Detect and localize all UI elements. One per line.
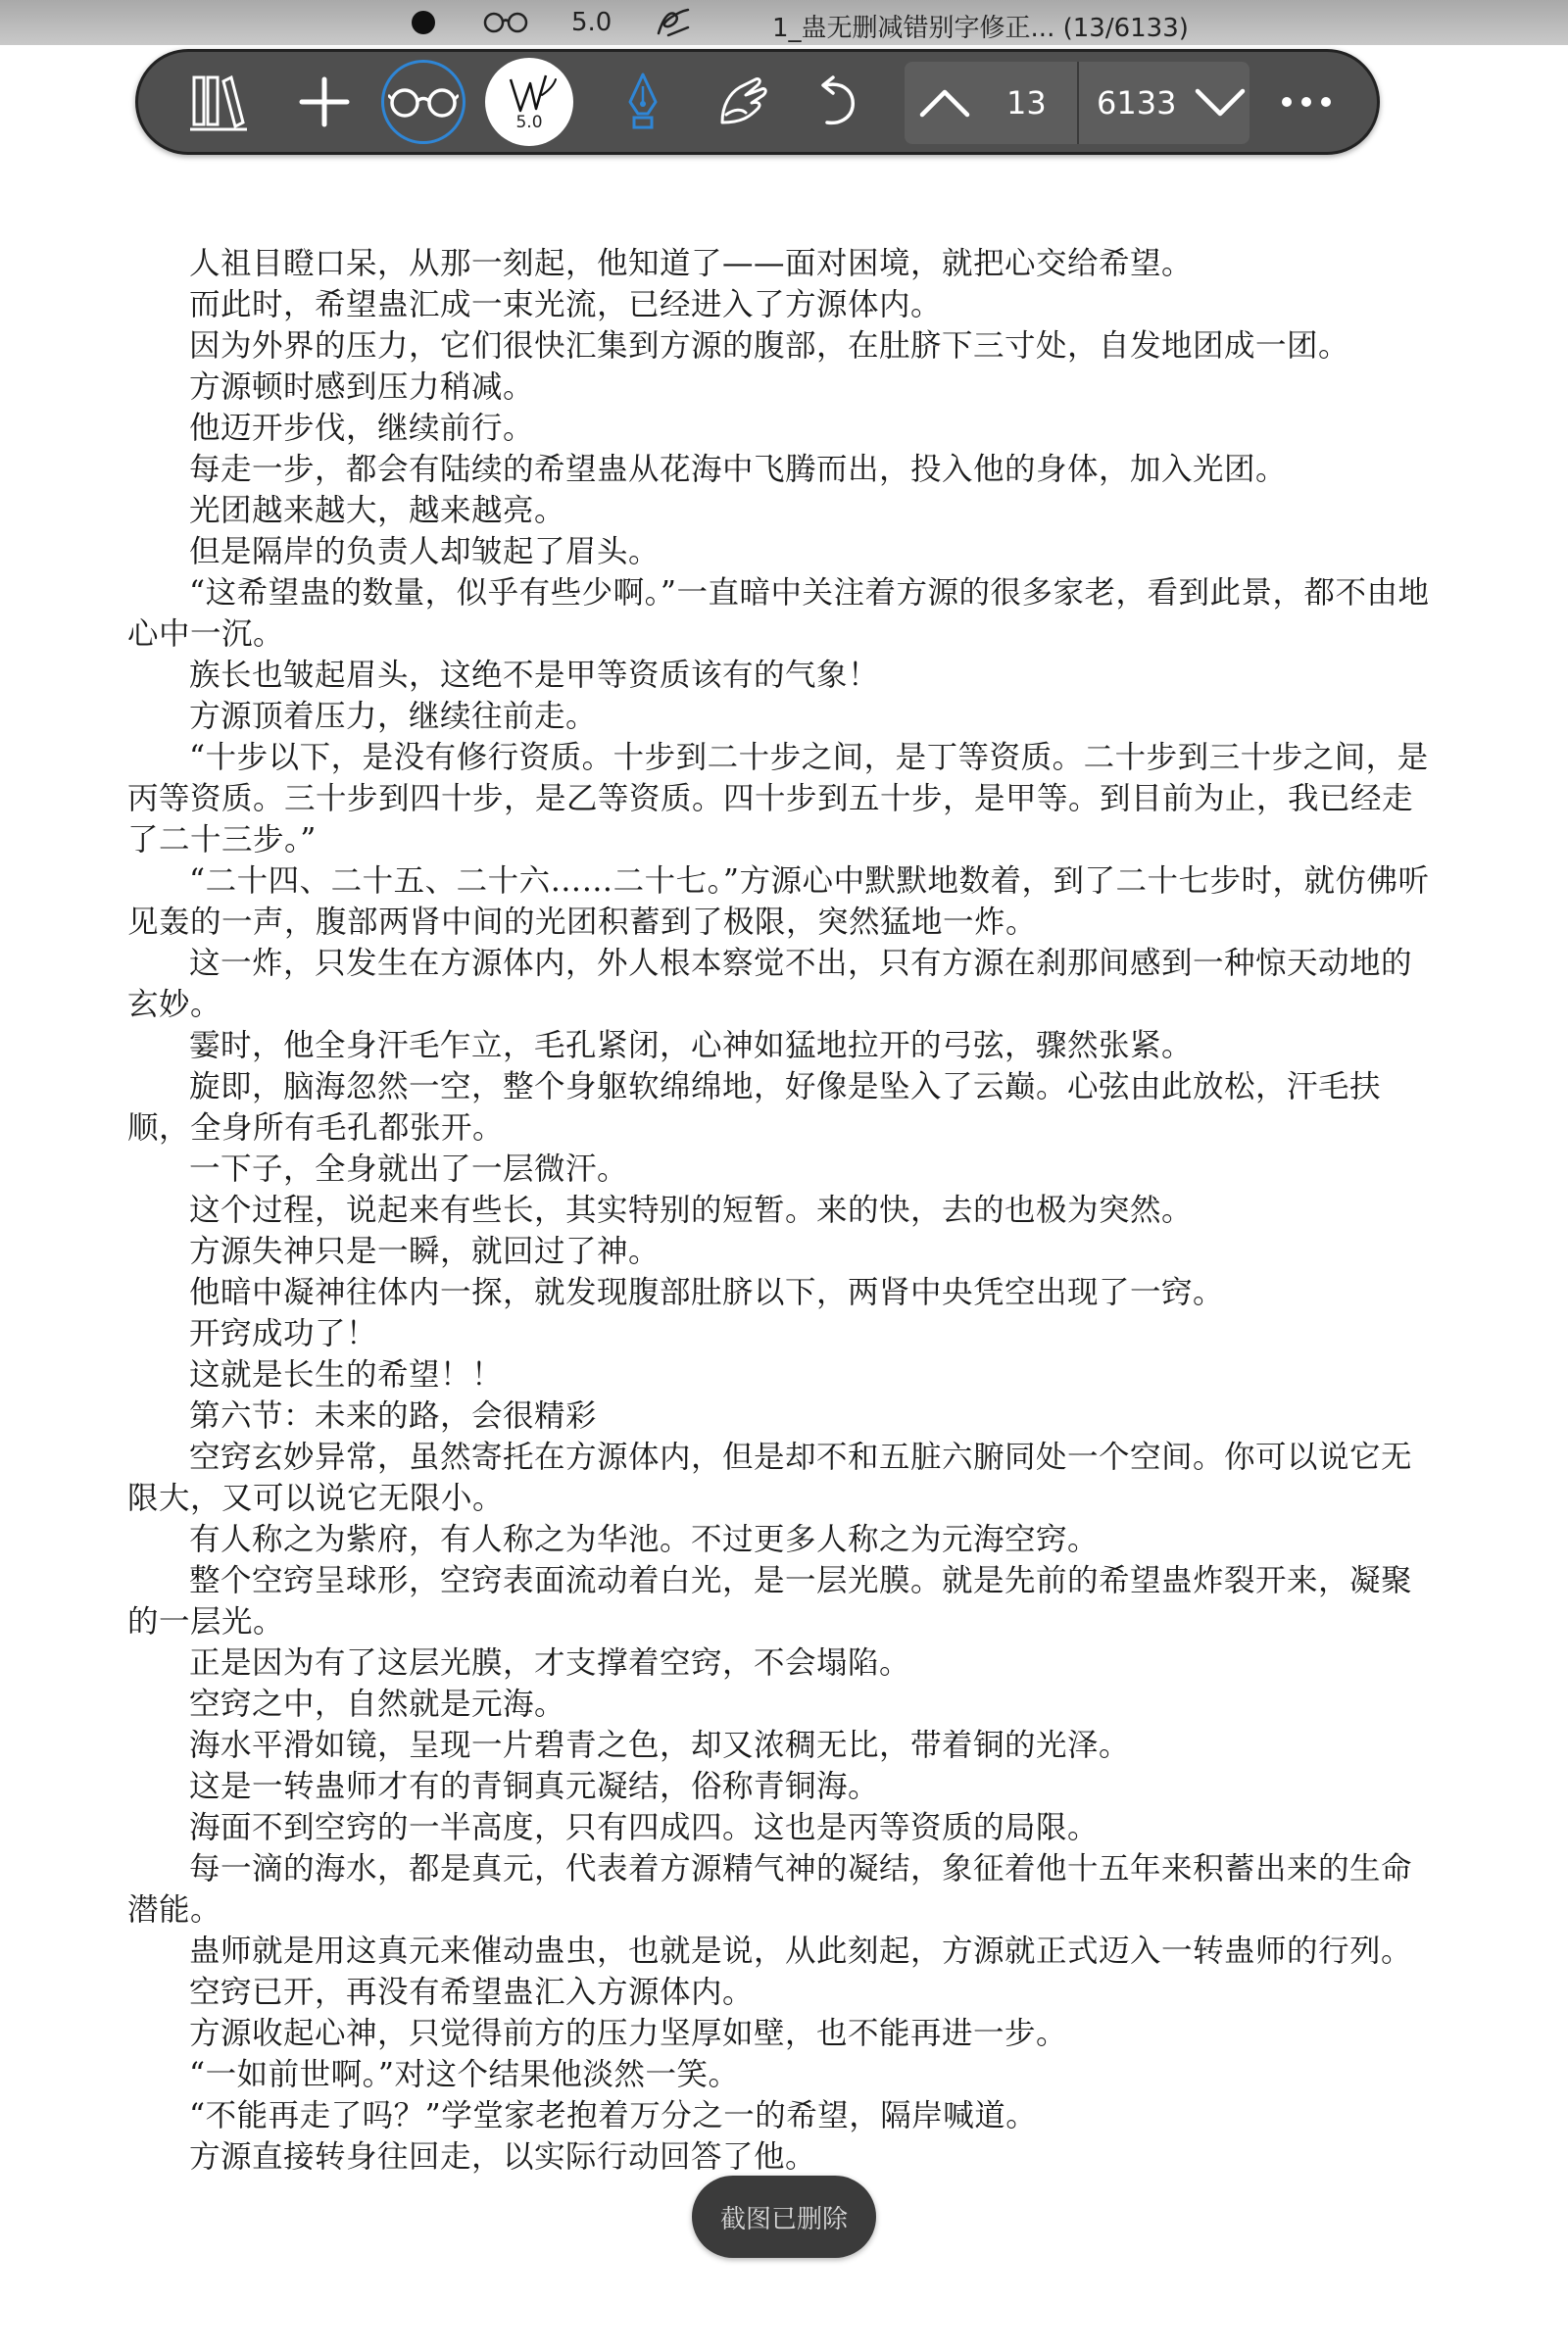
toast-notification: 截图已删除 [692,2176,876,2258]
reading-mode-ring [381,60,466,144]
text-paragraph: 方源顿时感到压力稍减。 [189,369,535,405]
text-paragraph: “一如前世啊。”对这个结果他淡然一笑。 [189,2057,740,2092]
next-page-button[interactable] [1079,62,1250,144]
text-paragraph: 空窍已开，再没有希望蛊汇入方源体内。 [189,1975,755,2010]
text-paragraph: 但是隔岸的负责人却皱起了眉头。 [189,534,661,569]
page-content [127,243,1443,2178]
text-paragraph: 霎时，他全身汗毛乍立，毛孔紧闭，心神如猛地拉开的弓弦，骤然张紧。 [189,1028,1194,1063]
text-paragraph: 方源收起心神，只觉得前方的压力坚厚如壁，也不能再进一步。 [189,2016,1068,2051]
text-paragraph: “十步以下，是没有修行资质。十步到二十步之间，是丁等资质。二十步到三十步之间，是丙等资质。三十步到四十步，是乙等资质。四十步到五十步，是甲等。到目前为止，我已经走了二十三步。” [127,740,1429,858]
text-paragraph: 有人称之为紫府，有人称之为华池。不过更多人称之为元海空窍。 [189,1522,1100,1557]
text-paragraph: 他迈开步伐，继续前行。 [189,411,535,446]
more-icon [1282,97,1292,107]
text-paragraph: 光团越来越大，越来越亮。 [189,493,566,528]
text-paragraph: “这希望蛊的数量，似乎有些少啊。”一直暗中关注着方源的很多家老，看到此景，都不由地心中一沉。 [127,575,1430,652]
previous-page-button[interactable] [905,62,1077,144]
version-label: 5.0 [571,8,612,37]
glasses-icon [388,85,459,119]
text-paragraph: 每一滴的海水，都是真元，代表着方源精气神的凝结，象征着他十五年来积蓄出来的生命潜能。 [127,1851,1413,1928]
text-paragraph: 海水平滑如镜，呈现一片碧青之色，却又浓稠无比，带着铜的光泽。 [189,1728,1131,1763]
text-paragraph: 第六节：未来的路，会很精彩 [189,1398,598,1434]
text-paragraph: 族长也皱起眉头，这绝不是甲等资质该有的气象！ [189,658,880,693]
document-title: 1_蛊无删减错别字修正... (13/6133) [772,14,1189,43]
text-paragraph: 方源直接转身往回走，以实际行动回答了他。 [189,2139,817,2175]
status-bar [0,0,1568,45]
reading-mode-button[interactable] [379,52,467,152]
chevron-down-icon [1194,88,1247,118]
text-paragraph: 因为外界的压力，它们很快汇集到方源的腹部，在肚脐下三寸处，自发地团成一团。 [189,328,1350,364]
record-dot-icon [412,11,435,34]
signature-icon [655,6,694,39]
hand-icon [716,75,771,128]
library-icon [190,72,247,132]
page-navigator [905,62,1250,144]
library-button[interactable] [179,52,258,152]
text-paragraph: “二十四、二十五、二十六……二十七。”方源心中默默地数着，到了二十七步时，就仿佛听见轰的一声，腹部两肾中间的光团积蓄到了极限，突然猛地一炸。 [127,863,1430,940]
more-icon-dot [1301,97,1311,107]
total-page-number: 6133 [1097,84,1177,122]
plus-icon [298,75,351,128]
text-paragraph: 一下子，全身就出了一层微汗。 [189,1152,629,1187]
pen-icon [626,73,660,131]
text-paragraph: 这一炸，只发生在方源体内，外人根本察觉不出，只有方源在刹那间感到一种惊天动地的玄妙。 [127,946,1413,1022]
text-paragraph: 蛊师就是用这真元来催动蛊虫，也就是说，从此刻起，方源就正式迈入一转蛊师的行列。 [189,1934,1413,1969]
text-paragraph: 方源顶着压力，继续往前走。 [189,699,598,734]
text-paragraph: 这就是长生的希望！！ [189,1357,504,1393]
text-paragraph: 这个过程，说起来有些长，其实特别的短暂。来的快，去的也极为突然。 [189,1193,1194,1228]
more-button[interactable] [1267,52,1346,152]
signature-version: 5.0 [515,113,543,132]
text-paragraph: 海面不到空窍的一半高度，只有四成四。这也是丙等资质的局限。 [189,1810,1100,1845]
undo-icon [815,75,858,128]
current-page-number: 13 [1006,84,1047,122]
text-paragraph: 正是因为有了这层光膜，才支撑着空窍，不会塌陷。 [189,1645,911,1681]
text-paragraph: 而此时，希望蛊汇成一束光流，已经进入了方源体内。 [189,287,943,322]
text-paragraph: 旋即，脑海忽然一空，整个身躯软绵绵地，好像是坠入了云巅。心弦由此放松，汗毛扶顺，全身所有毛孔都张开。 [127,1069,1382,1146]
signature-tool-button[interactable] [705,52,783,152]
add-button[interactable] [285,52,364,152]
text-paragraph: 开窍成功了！ [189,1316,378,1351]
pen-button[interactable] [609,52,677,152]
undo-button[interactable] [801,52,873,152]
text-paragraph: 他暗中凝神往体内一探，就发现腹部肚脐以下，两肾中央凭空出现了一窍。 [189,1275,1225,1310]
text-paragraph: 每走一步，都会有陆续的希望蛊从花海中飞腾而出，投入他的身体，加入光团。 [189,452,1288,487]
text-paragraph: “不能再走了吗？”学堂家老抱着万分之一的希望，隔岸喊道。 [189,2098,1038,2133]
reading-glasses-icon [482,10,529,35]
signature-button[interactable] [483,52,575,152]
text-paragraph: 空窍玄妙异常，虽然寄托在方源体内，但是却不和五脏六腑同处一个空间。你可以说它无限大，又可以说它无限小。 [127,1440,1413,1516]
text-paragraph: 这是一转蛊师才有的青铜真元凝结，俗称青铜海。 [189,1769,880,1804]
more-icon-dot [1321,97,1331,107]
reader-toolbar [135,49,1380,155]
chevron-up-icon [918,88,971,118]
text-paragraph: 人祖目瞪口呆，从那一刻起，他知道了——面对困境，就把心交给希望。 [189,246,1194,281]
text-paragraph: 方源失神只是一瞬，就回过了神。 [189,1234,661,1269]
signature-disc [485,58,573,146]
text-paragraph: 整个空窍呈球形，空窍表面流动着白光，是一层光膜。就是先前的希望蛊炸裂开来，凝聚的一层光。 [127,1563,1413,1640]
text-paragraph: 空窍之中，自然就是元海。 [189,1687,566,1722]
